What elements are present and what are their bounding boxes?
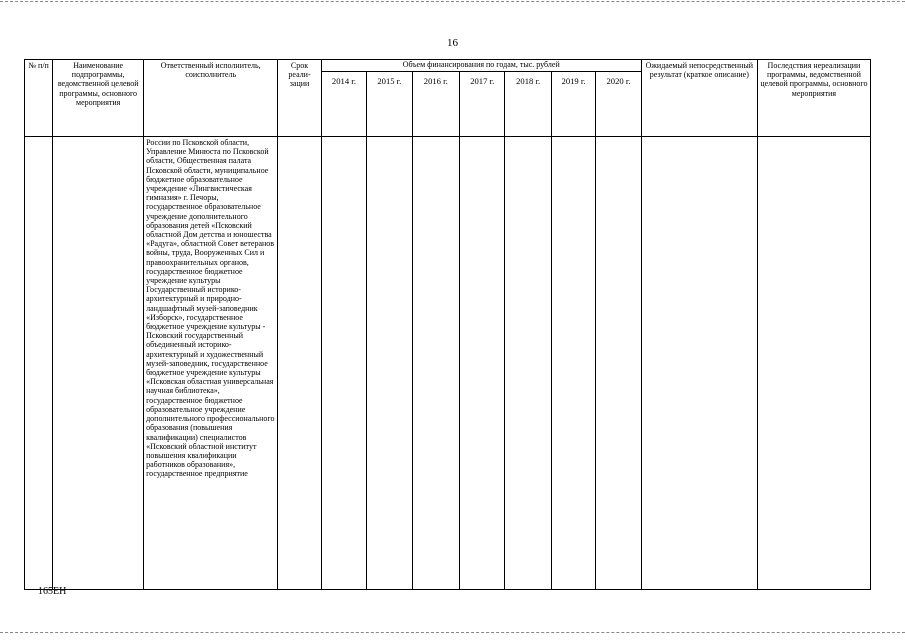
cell-2017 [460,137,505,590]
header-year-2014: 2014 г. [321,72,366,137]
scan-edge-top [0,1,905,2]
cell-term [278,137,321,590]
cell-executors: России по Псковской области, Управление Минюста по Псковской области, Общественная палата Псковской области, муниципальное бюджетное образовательное учреждение «Лингвистическая гимназия» г. Печоры, государственное образовательное учреждение дополнительного образования детей «Псковский областной Дом детства и юношества «Радуга», областной Совет ветеранов войны, труда, Вооруженных Сил и правоохранительных органов, государственное бюджетное учреждение культуры Государственный историко-архитектурный и природно-ландшафтный музей-заповедник «Изборск», государственное бюджетное учреждение культуры - Псковский государственный объединенный историко-архитектурный и художественный музей-заповедник, государственное бюджетное учреждение культуры «Псковская областная универсальная научная библиотека», государственное бюджетное образовательное учреждение дополнительного профессионального образования (повышения квалификации) специалистов «Псковский областной институт повышения квалификации работников образования», государственное предприятие [144,137,278,590]
cell-2019 [551,137,595,590]
page-number: 16 [447,37,458,49]
cell-2015 [367,137,412,590]
cell-num [25,137,53,590]
cell-consequences [757,137,870,590]
cell-2014 [321,137,366,590]
header-year-2018: 2018 г. [505,72,551,137]
table-row [25,137,871,590]
footer-code: 165ЕН [38,586,67,597]
header-term: Срок реали-зации [278,60,321,137]
header-funding-group: Объем финансирования по годам, тыс. рублей [321,60,641,72]
cell-2020 [596,137,642,590]
header-year-2017: 2017 г. [460,72,505,137]
cell-expected-result [641,137,757,590]
program-table [24,59,871,590]
header-expected-result: Ожидаемый непосредственный результат (краткое описание) [641,60,757,137]
scan-edge-bottom [0,632,905,633]
header-year-2016: 2016 г. [412,72,459,137]
cell-2016 [412,137,459,590]
cell-2018 [505,137,551,590]
header-year-2020: 2020 г. [596,72,642,137]
cell-name [53,137,144,590]
header-num: № п/п [25,60,53,137]
header-year-2015: 2015 г. [367,72,412,137]
header-name: Наименование подпрограммы, ведомственной целевой программы, основного мероприятия [53,60,144,137]
header-consequences: Последствия нереализации программы, ведомственной целевой программы, основного мероприятия [757,60,870,137]
header-executor: Ответственный исполнитель, соисполнитель [144,60,278,137]
header-year-2019: 2019 г. [551,72,595,137]
